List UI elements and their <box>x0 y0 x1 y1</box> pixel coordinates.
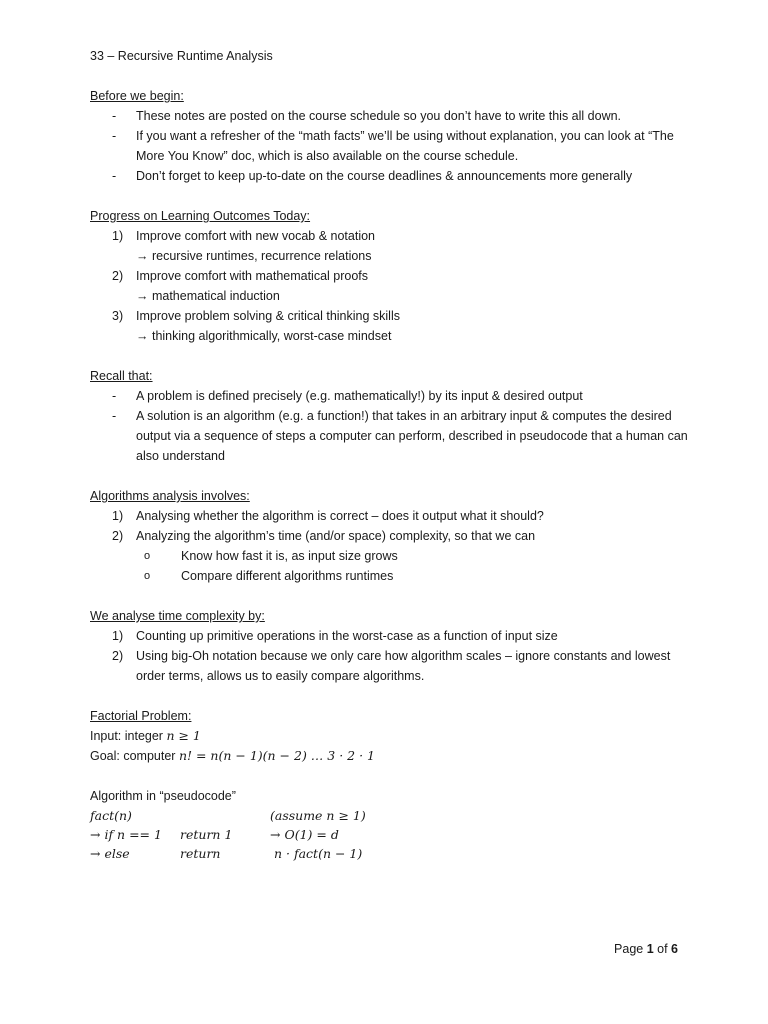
sub-item: o Compare different algorithms runtimes <box>90 566 690 586</box>
section-analysis <box>90 486 690 586</box>
list-item: 2) Analyzing the algorithm’s time (and/or space) complexity, so that we can <box>112 529 536 543</box>
sub-item: → mathematical induction <box>136 289 280 303</box>
page-number: Page 1 of 6 <box>614 942 678 956</box>
heading-analysis: Algorithms analysis involves: <box>90 489 250 503</box>
section-before <box>90 86 690 186</box>
list-item: - A solution is an algorithm (e.g. a function!) that takes in an arbitrary input & computes the desired output via a sequence of steps a computer can perform, described in pseudocode that a human can also understand <box>90 406 690 466</box>
heading-before: Before we begin: <box>90 89 184 103</box>
section-progress <box>90 206 690 346</box>
list-item: 1) Analysing whether the algorithm is correct – does it output what it should? <box>112 509 544 523</box>
section-algorithm <box>90 786 690 863</box>
factorial-input: Input: integer n ≥ 1 <box>90 728 201 743</box>
list-item: 1) Improve comfort with new vocab & notation <box>112 229 376 243</box>
page-title: 33 – Recursive Runtime Analysis <box>90 49 273 63</box>
section-recall <box>90 366 690 466</box>
pseudocode-row: fact(n) (assume n ≥ 1) <box>90 808 366 823</box>
circle-bullet-mark: o <box>144 550 151 562</box>
section-time <box>90 606 690 686</box>
heading-factorial: Factorial Problem: <box>90 709 192 723</box>
bullet-mark: - <box>112 109 117 123</box>
bullet-mark: - <box>112 129 117 143</box>
list-item: - Don’t forget to keep up-to-date on the course deadlines & announcements more generally <box>90 166 690 186</box>
sub-item: o Know how fast it is, as input size grows <box>90 546 690 566</box>
pseudocode-row: → if n == 1 return 1 → O(1) = d <box>90 827 339 842</box>
section-factorial <box>90 706 690 766</box>
sub-item: → thinking algorithmically, worst-case mindset <box>136 329 392 343</box>
heading-algorithm: Algorithm in “pseudocode” <box>90 789 236 803</box>
list-item: - A problem is defined precisely (e.g. mathematically!) by its input & desired output <box>90 386 690 406</box>
list-item: 2) Improve comfort with mathematical proofs <box>112 269 369 283</box>
factorial-goal: Goal: computer n! = n(n − 1)(n − 2) … 3 · 2 · 1 <box>90 748 375 763</box>
list-item: 3) Improve problem solving & critical thinking skills <box>112 309 400 323</box>
bullet-mark: - <box>112 169 117 183</box>
circle-bullet-mark: o <box>144 570 151 582</box>
list-item: 1) Counting up primitive operations in the worst-case as a function of input size <box>112 629 558 643</box>
list-item: - These notes are posted on the course schedule so you don’t have to write this all down. <box>90 106 690 126</box>
list-item: 2) Using big-Oh notation because we only care how algorithm scales – ignore constants and lowest order terms, allows us to easily compare algorithms. <box>112 649 671 683</box>
pseudocode-row: → else return n · fact(n − 1) <box>90 846 363 861</box>
document-page <box>90 46 690 883</box>
sub-item: → recursive runtimes, recurrence relations <box>136 249 372 263</box>
bullet-mark: - <box>112 409 117 423</box>
heading-time: We analyse time complexity by: <box>90 609 265 623</box>
heading-progress: Progress on Learning Outcomes Today: <box>90 209 311 223</box>
bullet-mark: - <box>112 389 117 403</box>
heading-recall: Recall that: <box>90 369 153 383</box>
list-item: - If you want a refresher of the “math facts” we’ll be using without explanation, you can look at “The More You Know” doc, which is also available on the course schedule. <box>90 126 690 166</box>
